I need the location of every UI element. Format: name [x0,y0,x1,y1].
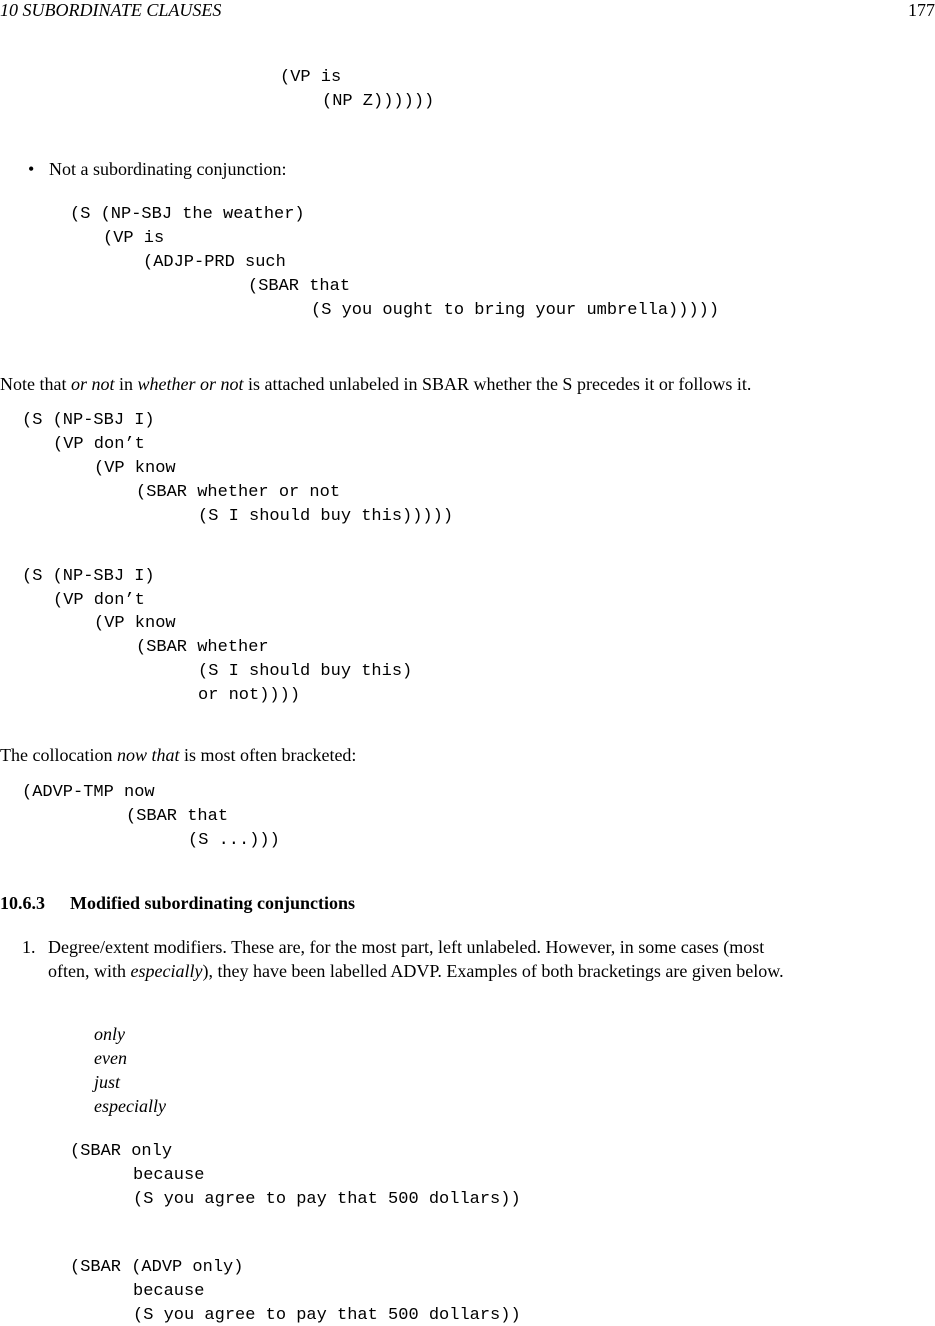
code-line: (VP know [94,459,176,478]
code-line: (SBAR whether or not [136,483,341,502]
bullet-text: Not a subordinating conjunction: [49,159,287,179]
page-number: 177 [908,0,935,20]
bullet-icon: • [28,159,35,179]
code-line: (S you agree to pay that 500 dollars)) [133,1190,521,1209]
code-line: (VP don’t [53,591,145,610]
code-line: (S you ought to bring your umbrella))))) [311,301,720,320]
list-item-line: often, with especially), they have been labelled ADVP. Examples of both bracketings are given below. [48,961,784,981]
code-line: (NP Z)))))) [322,92,435,111]
collocation-paragraph: The collocation now that is most often bracketed: [0,745,357,765]
code-line: because [133,1282,205,1301]
code-line: (S ...))) [188,831,280,850]
code-line: (VP know [94,614,176,633]
code-line: (SBAR that [126,807,229,826]
code-line: (SBAR (ADVP only) [70,1258,244,1277]
code-line: (S you agree to pay that 500 dollars)) [133,1306,521,1325]
code-line: or not)))) [198,686,301,705]
code-line: because [133,1166,205,1185]
code-line: (SBAR that [248,277,351,296]
code-line: (S I should buy this))))) [198,507,454,526]
section-heading: 10.6.3 Modified subordinating conjunctions [0,893,356,913]
note-paragraph: Note that or not in whether or not is attached unlabeled in SBAR whether the S precedes it or follows it. [0,374,752,394]
code-line: (S (NP-SBJ I) [22,567,155,586]
list-item-line: Degree/extent modifiers. These are, for the most part, left unlabeled. However, in some cases (most [48,937,765,957]
code-line: (S (NP-SBJ I) [22,411,155,430]
modifier-word: even [94,1048,127,1068]
code-line: (VP is [103,229,165,248]
code-line: (S (NP-SBJ the weather) [70,205,305,224]
code-line: (S I should buy this) [198,662,413,681]
code-line: (VP don’t [53,435,145,454]
code-line: (SBAR only [70,1142,173,1161]
modifier-word: only [94,1024,125,1044]
code-line: (ADVP-TMP now [22,783,155,802]
code-line: (VP is [280,68,342,87]
running-header: 10 SUBORDINATE CLAUSES [0,0,222,20]
modifier-word: just [94,1072,121,1092]
code-line: (SBAR whether [136,638,269,657]
code-line: (ADJP-PRD such [143,253,286,272]
list-number: 1. [22,937,36,957]
modifier-word: especially [94,1096,166,1116]
